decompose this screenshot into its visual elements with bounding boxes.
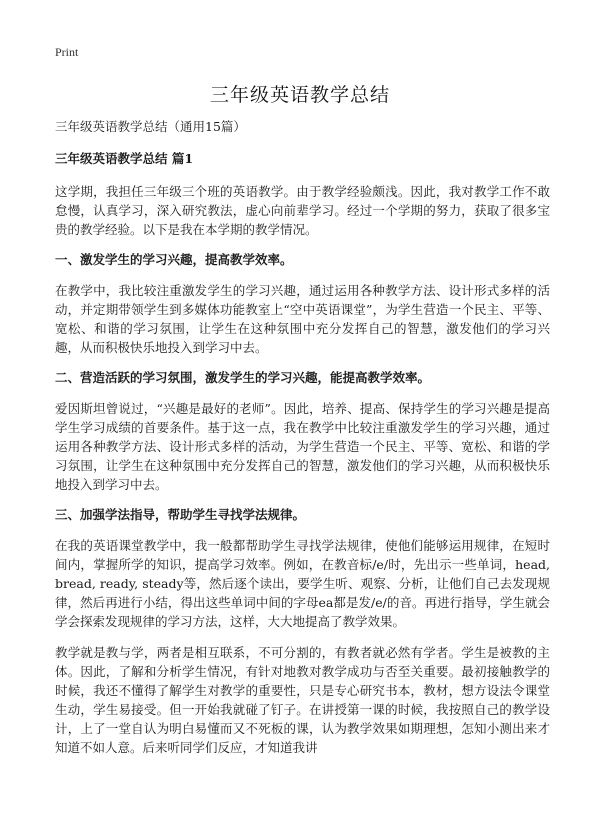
heading-2: 二、营造活跃的学习氛围，激发学生的学习兴趣，能提高教学效率。 (55, 370, 431, 385)
document-title: 三年级英语教学总结 (209, 84, 390, 106)
heading-1: 一、激发学生的学习兴趣，提高教学效率。 (55, 252, 293, 267)
section-title: 三年级英语教学总结 篇1 (55, 151, 194, 166)
paragraph-3: 在我的英语课堂教学中，我一般都帮助学生寻找学法规律，使他们能够运用规律，在短时间内，掌握所学的知识，提高学习效率。例如，在教音标/e/时，先出示一些单词，head, bread, ready, steady等，然后逐个读出，要学生听、观察、分析，让他们自己去发现规律，然后再进行小结，得出这些单词中间的字母ea都是发/e/的音。再进行指导，学生就会学会探索发现规律的学习方法，这样，大大地提高了教学效果。 (55, 538, 550, 629)
document-body (55, 118, 550, 769)
paragraph-1: 在教学中，我比较注重激发学生的学习兴趣，通过运用各种教学方法、设计形式多样的活动，并定期带领学生到多媒体功能教室上“空中英语课堂”，为学生营造一个民主、平等、宽松、和谐的学习氛围，让学生在这种氛围中充分发挥自己的智慧，激发他们的学习兴趣，从而积极快乐地投入到学习中去。 (55, 283, 550, 355)
document-subtitle: 三年级英语教学总结（通用15篇） (55, 119, 246, 134)
paragraph-intro: 这学期，我担任三年级三个班的英语教学。由于教学经验颇浅。因此，我对教学工作不敢怠慢，认真学习，深入研究教法，虚心向前辈学习。经过一个学期的努力，获取了很多宝贵的教学经验。以下是我在本学期的教学情况。 (55, 184, 550, 237)
print-link[interactable]: Print (55, 45, 79, 59)
paragraph-2: 爱因斯坦曾说过，“兴趣是最好的老师”。因此，培养、提高、保持学生的学习兴趣是提高学生学习成绩的首要条件。基于这一点，我在教学中比较注重激发学生的学习兴趣，通过运用各种教学方法、设计形式多样的活动，为学生营造一个民主、平等、宽松、和谐的学习氛围，让学生在这种氛围中充分发挥自己的智慧，激发他们的学习兴趣，从而积极快乐地投入到学习中去。 (55, 401, 550, 492)
paragraph-4: 教学就是教与学，两者是相互联系，不可分割的，有教者就必然有学者。学生是被教的主体。因此，了解和分析学生情况，有针对地教对教学成功与否至关重要。最初接触教学的时候，我还不懂得了解学生对教学的重要性，只是专心研究书本，教材，想方设法令课堂生动，学生易接受。但一开始我就碰了钉子。在讲授第一课的时候，我按照自己的教学设计，上了一堂自认为明白易懂而又不死板的课，认为教学效果如期理想，怎知小测出来才知道不如人意。后来听同学们反应，才知道我讲 (55, 645, 550, 755)
heading-3: 三、加强学法指导，帮助学生寻找学法规律。 (55, 507, 306, 522)
